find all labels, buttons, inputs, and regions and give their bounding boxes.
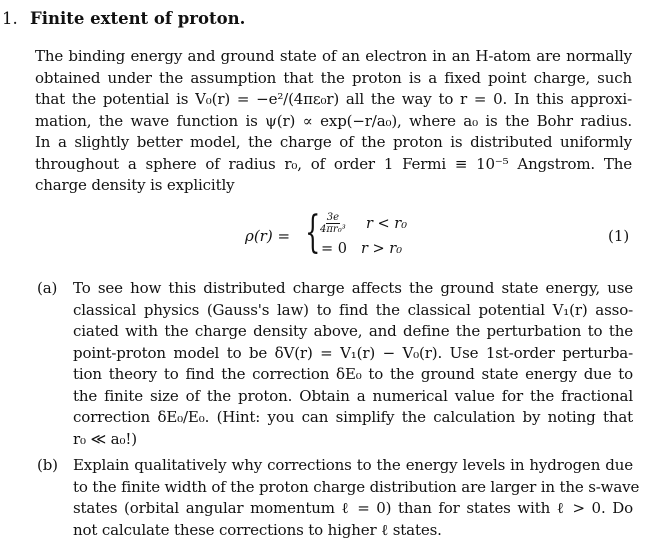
subpart-b-text bbox=[73, 455, 640, 541]
intro-paragraph bbox=[35, 46, 632, 197]
subpart-a-line: classical physics (Gauss's law) to find the classical potential V₁(r) asso- bbox=[73, 300, 633, 319]
subpart-b-line: states (orbital angular momentum ℓ = 0) than for states with ℓ > 0. Do bbox=[73, 499, 633, 517]
condition-outside: r > r₀ bbox=[361, 241, 403, 257]
intro-line: throughout a sphere of radius r₀, of order 1 Fermi ≡ 10⁻⁵ Angstrom. The bbox=[35, 154, 632, 173]
subpart-b-line: Explain qualitatively why corrections to the energy levels in hydrogen due bbox=[73, 456, 633, 474]
subpart-a-line: ciated with the charge density above, and define the perturbation to the bbox=[73, 322, 633, 340]
subpart-a-label: (a) bbox=[37, 279, 58, 297]
intro-line: charge density is explicitly bbox=[35, 176, 235, 194]
intro-line: that the potential is V₀(r) = −e²/(4πε₀r) all the way to r = 0. In this approxi- bbox=[35, 90, 632, 108]
intro-line: The binding energy and ground state of an electron in an H-atom are normally bbox=[35, 47, 632, 65]
problem-header bbox=[2, 8, 245, 30]
equation-case-outside: = 0 bbox=[321, 241, 347, 257]
subpart-a-line: correction δE₀/E₀. (Hint: you can simplify the calculation by noting that bbox=[73, 408, 633, 426]
fraction-denominator: 4πr₀³ bbox=[320, 224, 346, 235]
subpart-a-line: tion theory to find the correction δE₀ to the ground state energy due to bbox=[73, 365, 633, 383]
problem-title: Finite extent of proton. bbox=[30, 9, 246, 28]
charge-density-equation bbox=[0, 208, 657, 266]
subpart-a-text bbox=[73, 278, 633, 450]
equation-lhs: ρ(r) = bbox=[245, 227, 291, 245]
condition-inside: r < r₀ bbox=[366, 216, 408, 232]
subpart-b-label: (b) bbox=[37, 456, 58, 474]
intro-line: mation, the wave function is ψ(r) ∝ exp(−r/a₀), where a₀ is the Bohr radius. bbox=[35, 111, 632, 130]
subpart-b-line: not calculate these corrections to higher ℓ states. bbox=[73, 520, 442, 539]
subpart-a-line: the finite size of the proton. Obtain a numerical value for the fractional bbox=[73, 386, 633, 405]
equation-number: (1) bbox=[608, 227, 630, 245]
subpart-a-line: To see how this distributed charge affects the ground state energy, use bbox=[73, 279, 633, 297]
subpart-a-line: r₀ ≪ a₀!) bbox=[73, 429, 137, 448]
subpart-a-line: point-proton model to be δV(r) = V₁(r) − V₀(r). Use 1st-order perturba- bbox=[73, 343, 633, 362]
density-fraction bbox=[320, 212, 346, 236]
fraction-numerator: 3e bbox=[326, 212, 339, 223]
equation-case-inside bbox=[320, 212, 346, 236]
problem-number: 1. bbox=[2, 9, 18, 28]
subpart-b-line: to the finite width of the proton charge distribution are larger in the s-wave bbox=[73, 477, 640, 496]
equation-brace: { bbox=[305, 207, 321, 258]
intro-line: obtained under the assumption that the proton is a fixed point charge, such bbox=[35, 68, 632, 87]
intro-line: In a slightly better model, the charge of the proton is distributed uniformly bbox=[35, 133, 632, 151]
